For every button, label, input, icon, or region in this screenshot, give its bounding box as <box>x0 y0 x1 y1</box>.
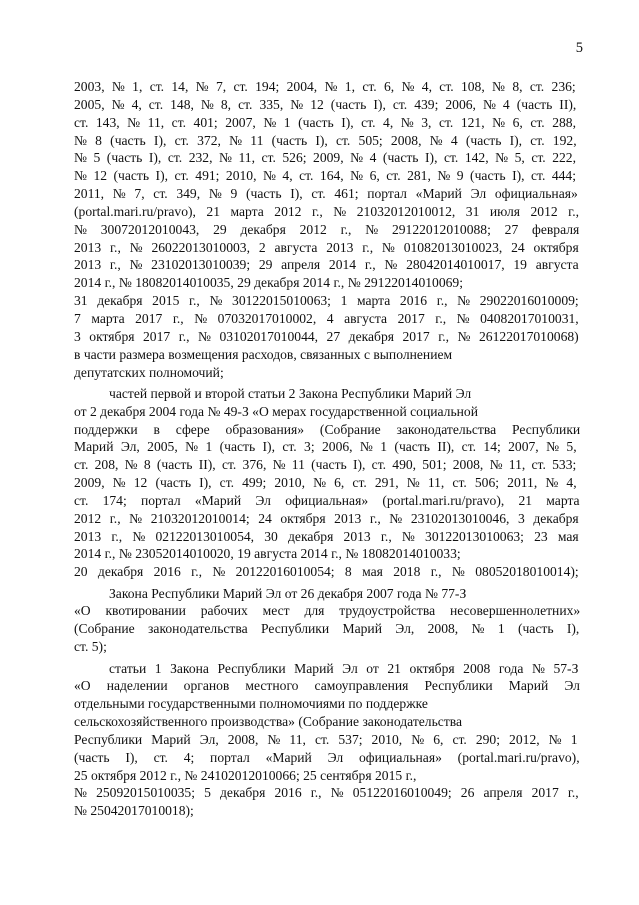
text-line: 2014 г., № 23052014010020, 19 августа 2014 г., № 18082014010033; <box>74 546 461 562</box>
text-line: (Собрание законодательства Республики Марий Эл, 2008, № 1 (часть I), <box>74 621 580 637</box>
text-line: 2009, № 12 (часть I), ст. 499; 2010, № 6, ст. 291, № 11, ст. 506; 2011, № 4, <box>74 475 577 491</box>
text-line: 7 марта 2017 г., № 07032017010002, 4 августа 2017 г., № 04082017010031, <box>74 310 579 326</box>
text-line: № 25092015010035; 5 декабря 2016 г., № 05122016010049; 26 апреля 2017 г., <box>74 785 579 801</box>
text-line: 2012 г., № 21032012010014; 24 октября 2013 г., № 23102013010046, 3 декабря <box>74 510 579 526</box>
text-line: Республики Марий Эл, 2008, № 11, ст. 537; 2010, № 6, ст. 290; 2012, № 1 <box>74 731 578 747</box>
text-line: ст. 5); <box>74 639 107 655</box>
text-line: депутатских полномочий; <box>74 364 224 380</box>
text-line: (часть I), ст. 4; портал «Марий Эл официальная» (portal.mari.ru/pravo), <box>74 749 580 765</box>
text-line: № 5 (часть I), ст. 232, № 11, ст. 526; 2009, № 4 (часть I), ст. 142, № 5, ст. 222, <box>74 150 576 166</box>
text-line: № 12 (часть I), ст. 491; 2010, № 4, ст. 164, № 6, ст. 281, № 9 (часть I), ст. 444; <box>74 168 576 184</box>
text-line: 3 октября 2017 г., № 03102017010044, 27 декабря 2017 г., № 26122017010068) <box>74 328 579 344</box>
text-line: отдельными государственными полномочиями по поддержке <box>74 696 428 712</box>
text-line: «О квотировании рабочих мест для трудоустройства несовершеннолетних» <box>74 603 581 619</box>
text-line: ст. 174; портал «Марий Эл официальная» (portal.mari.ru/pravo), 21 марта <box>74 492 580 508</box>
text-line: 2013 г., № 23102013010039; 29 апреля 2014 г., № 28042014010017, 19 августа <box>74 257 579 273</box>
text-line: № 25042017010018); <box>74 803 194 819</box>
text-line: от 2 декабря 2004 года № 49-З «О мерах государственной социальной <box>74 403 478 419</box>
text-line: 2003, № 1, ст. 14, № 7, ст. 194; 2004, № 1, ст. 6, № 4, ст. 108, № 8, ст. 236; <box>74 79 576 94</box>
text-line: 31 декабря 2015 г., № 30122015010063; 1 марта 2016 г., № 29022016010009; <box>74 293 579 309</box>
text-line: 25 октября 2012 г., № 24102012010066; 25 сентября 2015 г., <box>74 767 417 783</box>
text-line: 2014 г., № 18082014010035, 29 декабря 2014 г., № 29122014010069; <box>74 275 464 291</box>
paragraph-first-line: статьи 1 Закона Республики Марий Эл от 21 октября 2008 года № 57-З <box>109 660 579 676</box>
text-line: 20 декабря 2016 г., № 20122016010054; 8 мая 2018 г., № 08052018010014); <box>74 564 579 580</box>
text-line: ст. 208, № 8 (часть II), ст. 376, № 11 (часть I), ст. 490, 501; 2008, № 11, ст. 533; <box>74 457 577 473</box>
text-line: сельскохозяйственного производства» (Собрание законодательства <box>74 714 463 730</box>
text-line: «О наделении органов местного самоуправления Республики Марий Эл <box>74 678 580 694</box>
text-line: (portal.mari.ru/pravo), 21 марта 2012 г., № 21032012010012, 31 июля 2012 г., <box>74 203 579 219</box>
text-line: 2013 г., № 02122013010054, 30 декабря 2013 г., № 30122013010063; 23 мая <box>74 528 579 544</box>
paragraph-first-line: частей первой и второй статьи 2 Закона Республики Марий Эл <box>109 385 472 401</box>
page-number: 5 <box>575 40 583 56</box>
paragraph-first-line: Закона Республики Марий Эл от 26 декабря 2007 года № 77-З <box>109 585 467 601</box>
text-line: поддержки в сфере образования» (Собрание законодательства Республики <box>74 421 581 437</box>
document-body <box>74 78 582 820</box>
text-line: ст. 143, № 11, ст. 401; 2007, № 1 (часть I), ст. 4, № 3, ст. 121, № 6, ст. 288, <box>74 114 576 130</box>
text-line: Марий Эл, 2005, № 1 (часть I), ст. 3; 2006, № 1 (часть II), ст. 14; 2007, № 5, <box>74 439 577 455</box>
text-line: № 30072012010043, 29 декабря 2012 г., № 29122012010088; 27 февраля <box>74 221 580 237</box>
text-line: 2011, № 7, ст. 349, № 9 (часть I), ст. 461; портал «Марий Эл официальная» <box>74 186 578 202</box>
text-line: в части размера возмещения расходов, связанных с выполнением <box>74 346 453 362</box>
text-line: № 8 (часть I), ст. 372, № 11 (часть I), ст. 505; 2008, № 4 (часть I), ст. 192, <box>74 132 577 148</box>
text-line: 2013 г., № 26022013010003, 2 августа 2013 г., № 01082013010023, 24 октября <box>74 239 579 255</box>
text-line: 2005, № 4, ст. 148, № 8, ст. 335, № 12 (часть I), ст. 439; 2006, № 4 (часть II), <box>74 96 577 112</box>
